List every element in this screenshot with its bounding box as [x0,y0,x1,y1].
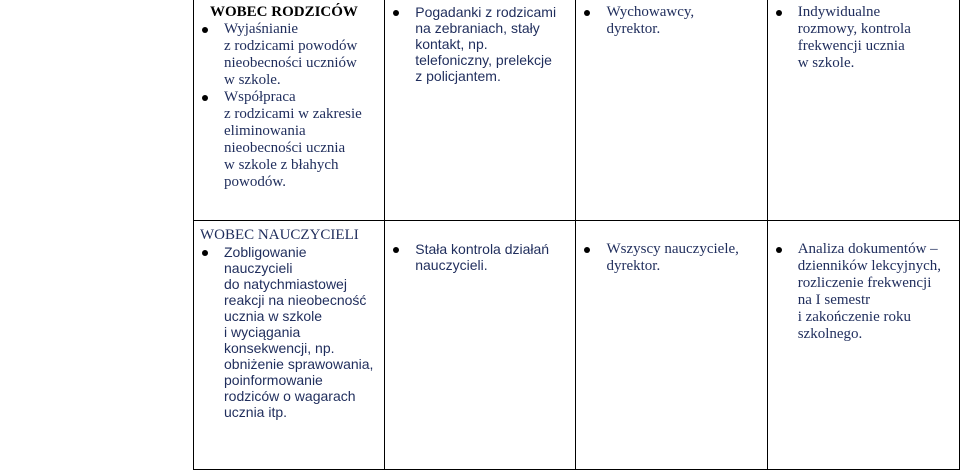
bullet-icon [202,250,208,256]
list-item: Zobligowanie nauczycieli do natychmiastowej reakcji na nieobecność ucznia w szkole i wyciągania konsekwencji, np. obniżenie sprawowania, poinformowanie rodziców o wagarach ucznia itp. [200,244,384,420]
bullet-icon [393,10,399,16]
table-cell-responsible [576,0,767,221]
list-item: Stała kontrola działań nauczycieli. [391,241,575,273]
list-item: Indywidualne rozmowy, kontrola frekwencji ucznia w szkole. [774,4,959,72]
list-item: Wszyscy nauczyciele, dyrektor. [582,241,766,275]
list-item: Współpraca z rodzicami w zakresie eliminowania nieobecności ucznia w szkole z błahych powodów. [200,89,384,191]
table-cell-method [385,0,576,221]
bullet-icon [202,27,208,33]
table-cell-target [194,221,385,470]
table-row [194,221,960,470]
table-cell-method [385,221,576,470]
bullet-icon [776,247,782,253]
section-title: WOBEC NAUCZYCIELI [200,227,359,243]
bullet-icon [393,247,399,253]
table-cell-target [194,0,385,221]
table-cell-responsible [576,221,767,470]
table-row [194,0,960,221]
bullet-icon [584,10,590,16]
list-item: Wyjaśnianie z rodzicami powodów nieobecności uczniów w szkole. [200,21,384,89]
measures-table [193,0,960,470]
section-title: WOBEC RODZICÓW [210,4,358,20]
bullet-icon [584,247,590,253]
list-item: Analiza dokumentów – dzienników lekcyjnych, rozliczenie frekwencji na I semestr i zakończenie roku szkolnego. [774,241,959,343]
bullet-icon [202,95,208,101]
table-cell-evaluation [767,221,959,470]
list-item: Pogadanki z rodzicami na zebraniach, stały kontakt, np. telefoniczny, prelekcje z policjantem. [391,4,575,84]
list-item: Wychowawcy, dyrektor. [582,4,766,38]
bullet-icon [776,10,782,16]
table-cell-evaluation [767,0,959,221]
